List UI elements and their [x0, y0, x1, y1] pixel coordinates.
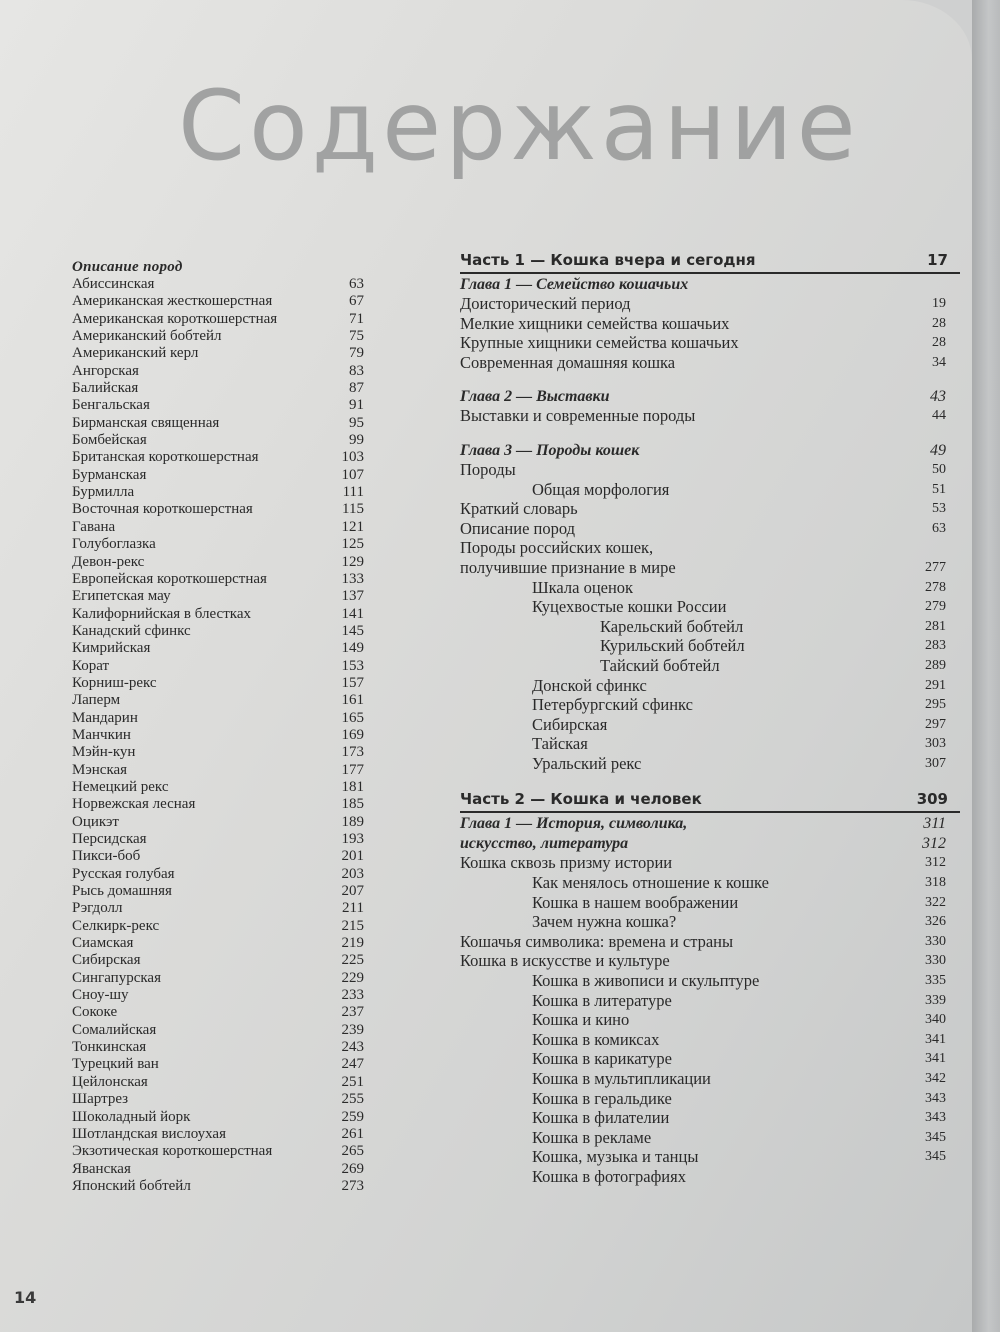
toc-entry-page: 335 [925, 973, 946, 989]
toc-entry-label: Цейлонская [72, 1073, 148, 1090]
toc-entry-label: Сококе [72, 1004, 118, 1021]
toc-entry-page: 341 [925, 1031, 946, 1047]
toc-entry [72, 1091, 372, 1108]
toc-entry-page: 34 [932, 354, 946, 370]
toc-entry [72, 640, 372, 657]
toc-entry [460, 1167, 960, 1187]
toc-entry-label: Бомбейская [72, 432, 147, 449]
toc-entry-page: 289 [925, 657, 946, 673]
toc-entry [72, 363, 372, 380]
toc-entry [460, 1069, 960, 1089]
toc-entry-page: 283 [925, 638, 946, 654]
toc-entry-label: Кошачья символика: времена и страны [460, 931, 734, 951]
toc-entry-label: Сингапурская [72, 969, 161, 986]
toc-entry-page: 103 [341, 449, 364, 466]
toc-entry [72, 397, 372, 414]
toc-entry-label: Балийская [72, 380, 139, 397]
toc-entry-page: 281 [925, 618, 946, 634]
toc-entry-label: Норвежская лесная [72, 796, 196, 813]
toc-entry-label: Персидская [72, 831, 147, 847]
toc-entry [460, 519, 960, 539]
toc-entry [460, 333, 960, 353]
toc-entry [72, 501, 372, 518]
toc-entry-label: Сноу-шу [72, 987, 129, 1004]
toc-entry [72, 1161, 372, 1178]
toc-entry-label: Бурмилла [72, 484, 135, 501]
toc-entry-label: Тайский бобтейл [600, 655, 720, 675]
toc-entry-page: 50 [932, 461, 946, 477]
toc-entry-page: 19 [932, 296, 946, 311]
toc-entry-page: 269 [341, 1160, 364, 1177]
toc-entry-label: Бурманская [72, 466, 147, 483]
toc-entry-label: Американская короткошерстная [72, 310, 278, 327]
toc-entry [72, 970, 372, 987]
toc-entry-page: 189 [341, 813, 364, 830]
toc-entry-page: 312 [925, 855, 946, 871]
toc-entry [72, 293, 372, 310]
toc-entry-label: Кошка в фотографиях [532, 1166, 686, 1186]
toc-entry-page: 87 [349, 380, 364, 397]
toc-entry-label: Кошка и кино [532, 1010, 630, 1030]
toc-entry [72, 848, 372, 865]
toc-entry-label: Современная домашняя кошка [460, 352, 676, 372]
toc-entry [72, 1126, 372, 1143]
toc-entry-label: Мэнская [72, 761, 128, 778]
toc-entry [72, 1109, 372, 1126]
toc-entry [460, 353, 960, 373]
toc-entry-label: Зачем нужна кошка? [532, 912, 677, 932]
toc-entry-label: Карельский бобтейл [600, 616, 744, 636]
toc-entry-label: Кимрийская [72, 640, 151, 657]
toc-entry-page: 307 [925, 755, 946, 771]
chapter-title: Глава 2 — Выставки [460, 388, 610, 406]
toc-entry [72, 900, 372, 917]
toc-entry-label: Русская голубая [72, 865, 175, 882]
toc-entry-label: Тонкинская [72, 1039, 147, 1056]
toc-entry [460, 1147, 960, 1167]
toc-entry-label: Доисторический период [460, 294, 631, 313]
toc-entry-label: Краткий словарь [460, 499, 578, 519]
toc-entry-page: 326 [925, 914, 946, 930]
toc-entry-label: Кошка в рекламе [532, 1127, 652, 1147]
toc-entry-label: Выставки и современные породы [460, 406, 696, 426]
toc-entry-label: Шотландская вислоухая [72, 1125, 226, 1142]
toc-entry-label: Кошка в литературе [532, 990, 672, 1010]
toc-entry [460, 460, 960, 480]
toc-entry-page: 111 [342, 484, 364, 501]
toc-entry-label: Породы российских кошек, [460, 538, 654, 558]
part-page: 17 [927, 251, 948, 269]
toc-entry-page: 279 [925, 599, 946, 615]
chapter-page: 43 [930, 388, 946, 406]
toc-entry-label: Манчкин [72, 726, 131, 743]
toc-entry-page: 185 [341, 796, 364, 813]
toc-entry-page: 67 [349, 293, 364, 310]
toc-entry-page: 145 [341, 622, 364, 639]
toc-entry [72, 623, 372, 640]
toc-entry-page: 28 [932, 335, 946, 351]
toc-entry-page: 340 [925, 1012, 946, 1028]
part-page: 309 [916, 790, 948, 809]
toc-entry-page: 303 [925, 736, 946, 752]
toc-entry-page: 215 [341, 917, 364, 934]
toc-entry-page: 99 [349, 432, 364, 449]
toc-entry-page: 339 [925, 992, 946, 1008]
page-number: 14 [14, 1288, 37, 1307]
toc-entry [460, 734, 960, 754]
toc-entry [460, 853, 960, 873]
chapter-title: искусство, литература [460, 835, 629, 853]
toc-entry-label: Голубоглазка [72, 536, 156, 553]
chapter-heading [460, 387, 960, 406]
toc-entry [460, 676, 960, 696]
toc-entry-label: Общая морфология [532, 479, 670, 499]
toc-entry [72, 606, 372, 623]
toc-entry-page: 297 [925, 716, 946, 732]
toc-entry [72, 276, 372, 293]
chapter-page: 311 [923, 815, 946, 833]
toc-entry [72, 467, 372, 484]
toc-entry-label: Немецкий рекс [72, 778, 169, 795]
contents-main [460, 248, 960, 1187]
toc-entry [72, 328, 372, 345]
toc-entry [460, 1128, 960, 1148]
toc-entry-page: 255 [341, 1091, 364, 1108]
chapter-heading [460, 441, 960, 460]
toc-entry-label: Кошка в искусстве и культуре [460, 951, 670, 971]
breeds-index [72, 258, 372, 1195]
toc-entry-label: Мандарин [72, 709, 138, 726]
toc-entry-page: 177 [341, 761, 364, 778]
toc-entry [72, 987, 372, 1004]
toc-entry-label: Кошка в нашем воображении [532, 892, 739, 912]
toc-entry [72, 1039, 372, 1056]
toc-entry [72, 779, 372, 796]
page-title: Содержание [178, 70, 860, 182]
toc-entry-page: 265 [341, 1143, 364, 1160]
toc-entry-label: Кошка сквозь призму истории [460, 853, 673, 873]
toc-entry-page: 83 [349, 362, 364, 379]
toc-entry-label: Яванская [72, 1160, 131, 1177]
toc-entry [72, 935, 372, 952]
toc-entry [72, 415, 372, 432]
toc-entry-page: 342 [925, 1071, 946, 1086]
toc-entry-page: 345 [925, 1129, 946, 1145]
toc-entry-page: 278 [925, 579, 946, 595]
toc-entry [72, 692, 372, 709]
chapter-heading [460, 275, 960, 294]
toc-entry-label: Лаперм [72, 692, 121, 709]
chapter-page: 312 [922, 835, 946, 853]
toc-entry-label: Американский бобтейл [72, 328, 222, 345]
toc-entry [460, 406, 960, 426]
toc-entry-page: 91 [349, 397, 364, 414]
toc-entry-page: 193 [341, 831, 364, 847]
toc-entry-label: Шартрез [72, 1091, 129, 1108]
toc-entry-page: 107 [341, 466, 364, 483]
toc-entry [72, 1074, 372, 1091]
toc-entry-page: 157 [341, 674, 364, 691]
toc-entry-label: Сибирская [532, 714, 608, 734]
toc-entry-label: Кошка в карикатуре [532, 1049, 672, 1069]
toc-entry-page: 233 [341, 987, 364, 1004]
toc-entry-page: 137 [341, 588, 364, 605]
toc-entry [460, 499, 960, 519]
toc-entry [72, 554, 372, 571]
toc-entry-page: 330 [925, 953, 946, 969]
toc-entry-page: 129 [341, 553, 364, 570]
toc-entry [460, 893, 960, 913]
toc-entry-label: Гавана [72, 518, 116, 535]
section-heading: Описание пород [72, 259, 183, 275]
toc-entry-page: 165 [341, 709, 364, 726]
toc-entry-label: Кошка в комиксах [532, 1029, 660, 1049]
part-title: Часть 1 — Кошка вчера и сегодня [460, 251, 756, 269]
toc-entry-label: Куцехвостые кошки России [532, 597, 727, 617]
toc-entry [72, 814, 372, 831]
toc-entry-page: 219 [341, 935, 364, 952]
toc-entry-label: Кошка в филателии [532, 1108, 670, 1128]
toc-entry-label: Калифорнийская в блестках [72, 605, 251, 622]
toc-entry-page: 153 [341, 657, 364, 674]
toc-entry-label: Сомалийская [72, 1021, 157, 1038]
toc-entry [72, 432, 372, 449]
toc-entry-page: 115 [342, 501, 364, 518]
toc-entry-label: Экзотическая короткошерстная [72, 1143, 273, 1160]
toc-entry [460, 314, 960, 334]
toc-entry-label: Бенгальская [72, 397, 150, 414]
toc-entry-page: 239 [341, 1021, 364, 1038]
toc-entry [72, 536, 372, 553]
toc-entry-label: Мэйн-кун [72, 744, 136, 761]
toc-entry [72, 675, 372, 692]
toc-entry [72, 1178, 372, 1195]
toc-entry [460, 538, 960, 558]
toc-entry [460, 991, 960, 1011]
toc-entry-page: 53 [932, 501, 946, 517]
toc-entry-label: Донской сфинкс [532, 675, 647, 695]
toc-entry-label: Бирманская священная [72, 414, 220, 431]
toc-entry-page: 133 [341, 570, 364, 587]
toc-entry-page: 173 [341, 744, 364, 761]
toc-entry-page: 203 [341, 865, 364, 882]
toc-entry [72, 710, 372, 727]
toc-entry [72, 744, 372, 761]
toc-entry [460, 873, 960, 893]
toc-entry [72, 883, 372, 900]
chapter-page: 49 [930, 441, 946, 459]
toc-entry-label: Американский керл [72, 345, 199, 362]
toc-entry-label: Шоколадный йорк [72, 1108, 191, 1125]
toc-entry-page: 277 [925, 559, 946, 575]
toc-entry [72, 866, 372, 883]
toc-entry-label: Кошка, музыка и танцы [532, 1147, 699, 1167]
toc-entry-label: Селкирк-рекс [72, 917, 160, 934]
toc-entry [460, 971, 960, 991]
chapter-title: Глава 1 — Семейство кошачьих [460, 276, 689, 293]
toc-entry [72, 311, 372, 328]
toc-entry-page: 121 [341, 518, 364, 535]
toc-entry-label: Кошка в живописи и скульптуре [532, 971, 760, 991]
toc-entry-label: Канадский сфинкс [72, 622, 191, 639]
toc-entry [460, 578, 960, 598]
chapter-title: Глава 3 — Породы кошек [460, 441, 640, 459]
toc-entry-page: 141 [341, 605, 364, 622]
toc-entry-label: Сиамская [72, 935, 134, 952]
toc-entry [460, 715, 960, 735]
toc-entry-label: Американская жесткошерстная [72, 293, 273, 310]
toc-entry-label: получившие признание в мире [460, 557, 676, 577]
toc-entry [460, 558, 960, 578]
toc-entry [460, 1049, 960, 1069]
toc-entry-page: 318 [925, 875, 946, 891]
toc-entry [72, 345, 372, 362]
toc-entry-label: Мелкие хищники семейства кошачьих [460, 313, 730, 333]
toc-entry-page: 330 [925, 933, 946, 949]
toc-entry-page: 207 [341, 883, 364, 900]
toc-entry-page: 71 [349, 310, 364, 327]
toc-entry-page: 322 [925, 894, 946, 910]
toc-entry-page: 44 [932, 408, 946, 424]
toc-entry-label: Оцикэт [72, 813, 119, 830]
toc-entry [72, 796, 372, 813]
toc-entry [72, 1143, 372, 1160]
toc-entry-label: Турецкий ван [72, 1056, 159, 1073]
toc-entry-label: Корниш-рекс [72, 674, 157, 691]
toc-entry [460, 754, 960, 774]
toc-entry-label: Петербургский сфинкс [532, 695, 693, 715]
toc-entry-page: 201 [341, 848, 364, 865]
toc-entry [460, 1089, 960, 1109]
toc-entry-label: Рэгдолл [72, 900, 123, 917]
toc-entry-page: 125 [341, 536, 364, 553]
toc-entry [460, 932, 960, 952]
toc-entry-label: Восточная короткошерстная [72, 501, 253, 518]
toc-entry-label: Японский бобтейл [72, 1177, 191, 1194]
part-2-heading [460, 787, 960, 813]
toc-entry-label: Рысь домашняя [72, 883, 172, 900]
toc-entry-label: Описание пород [460, 518, 576, 538]
toc-entry-page: 273 [341, 1177, 364, 1194]
toc-entry [72, 831, 372, 848]
toc-entry [460, 695, 960, 715]
toc-entry-page: 343 [925, 1110, 946, 1126]
toc-entry-label: Породы [460, 459, 516, 479]
toc-entry-label: Курильский бобтейл [600, 636, 745, 656]
toc-entry-page: 345 [925, 1149, 946, 1165]
toc-entry-label: Британская короткошерстная [72, 449, 259, 466]
toc-entry [72, 918, 372, 935]
toc-entry-page: 161 [341, 692, 364, 709]
toc-entry-page: 169 [341, 726, 364, 743]
toc-entry [72, 658, 372, 675]
chapter-title: Глава 1 — История, символика, [460, 815, 688, 833]
toc-entry-label: Корат [72, 657, 110, 674]
toc-entry [72, 380, 372, 397]
toc-entry-label: Уральский рекс [532, 753, 642, 773]
toc-entry-page: 95 [349, 414, 364, 431]
toc-entry [460, 1030, 960, 1050]
toc-entry-page: 181 [341, 778, 364, 795]
toc-entry-page: 237 [341, 1004, 364, 1021]
toc-entry [72, 952, 372, 969]
toc-entry-label: Тайская [532, 734, 588, 754]
toc-entry-page: 28 [932, 315, 946, 331]
toc-entry [72, 519, 372, 536]
part-title: Часть 2 — Кошка и человек [460, 790, 702, 809]
toc-entry-label: Египетская мау [72, 588, 171, 605]
toc-entry-label: Крупные хищники семейства кошачьих [460, 333, 739, 353]
toc-entry-page: 63 [932, 520, 946, 536]
toc-entry-page: 149 [341, 640, 364, 657]
toc-entry-label: Как менялось отношение к кошке [532, 873, 769, 893]
book-spine [972, 0, 1000, 1332]
toc-entry [460, 656, 960, 676]
toc-entry [72, 1056, 372, 1073]
toc-entry-page: 63 [349, 276, 364, 292]
toc-entry [72, 449, 372, 466]
toc-entry [460, 617, 960, 637]
toc-entry [72, 588, 372, 605]
toc-entry-page: 211 [342, 900, 364, 917]
toc-entry [460, 1108, 960, 1128]
toc-entry-page: 229 [341, 969, 364, 986]
toc-entry [460, 597, 960, 617]
toc-entry-label: Сибирская [72, 952, 141, 969]
toc-entry [460, 912, 960, 932]
toc-entry [72, 762, 372, 779]
toc-entry-page: 251 [341, 1073, 364, 1090]
toc-entry [460, 480, 960, 500]
chapter-heading [460, 814, 960, 833]
toc-entry [460, 636, 960, 656]
toc-entry [460, 294, 960, 314]
toc-entry [460, 1010, 960, 1030]
toc-entry-page: 341 [925, 1051, 946, 1067]
toc-entry-page: 291 [925, 677, 946, 693]
toc-entry-label: Европейская короткошерстная [72, 570, 267, 587]
toc-entry [72, 484, 372, 501]
toc-entry-page: 247 [341, 1056, 364, 1073]
toc-entry-page: 343 [925, 1090, 946, 1106]
chapter-heading-cont [460, 834, 960, 853]
toc-entry-page: 79 [349, 345, 364, 362]
toc-entry-label: Шкала оценок [532, 577, 634, 597]
toc-entry [460, 951, 960, 971]
toc-entry-page: 261 [341, 1125, 364, 1142]
toc-entry-label: Девон-рекс [72, 553, 145, 570]
toc-entry-label: Ангорская [72, 362, 139, 379]
toc-entry-page: 243 [341, 1039, 364, 1056]
toc-entry-label: Кошка в мультипликации [532, 1069, 711, 1088]
toc-entry [72, 1004, 372, 1021]
toc-entry-page: 51 [932, 481, 946, 497]
toc-entry [72, 571, 372, 588]
toc-entry [72, 727, 372, 744]
toc-entry-label: Пикси-боб [72, 848, 141, 865]
toc-entry-label: Абиссинская [72, 276, 155, 292]
toc-entry-page: 225 [341, 952, 364, 969]
toc-entry-label: Кошка в геральдике [532, 1088, 672, 1108]
toc-entry-page: 259 [341, 1108, 364, 1125]
part-1-heading [460, 248, 960, 274]
toc-entry-page: 295 [925, 697, 946, 713]
toc-entry-page: 75 [349, 328, 364, 345]
toc-entry [72, 1022, 372, 1039]
